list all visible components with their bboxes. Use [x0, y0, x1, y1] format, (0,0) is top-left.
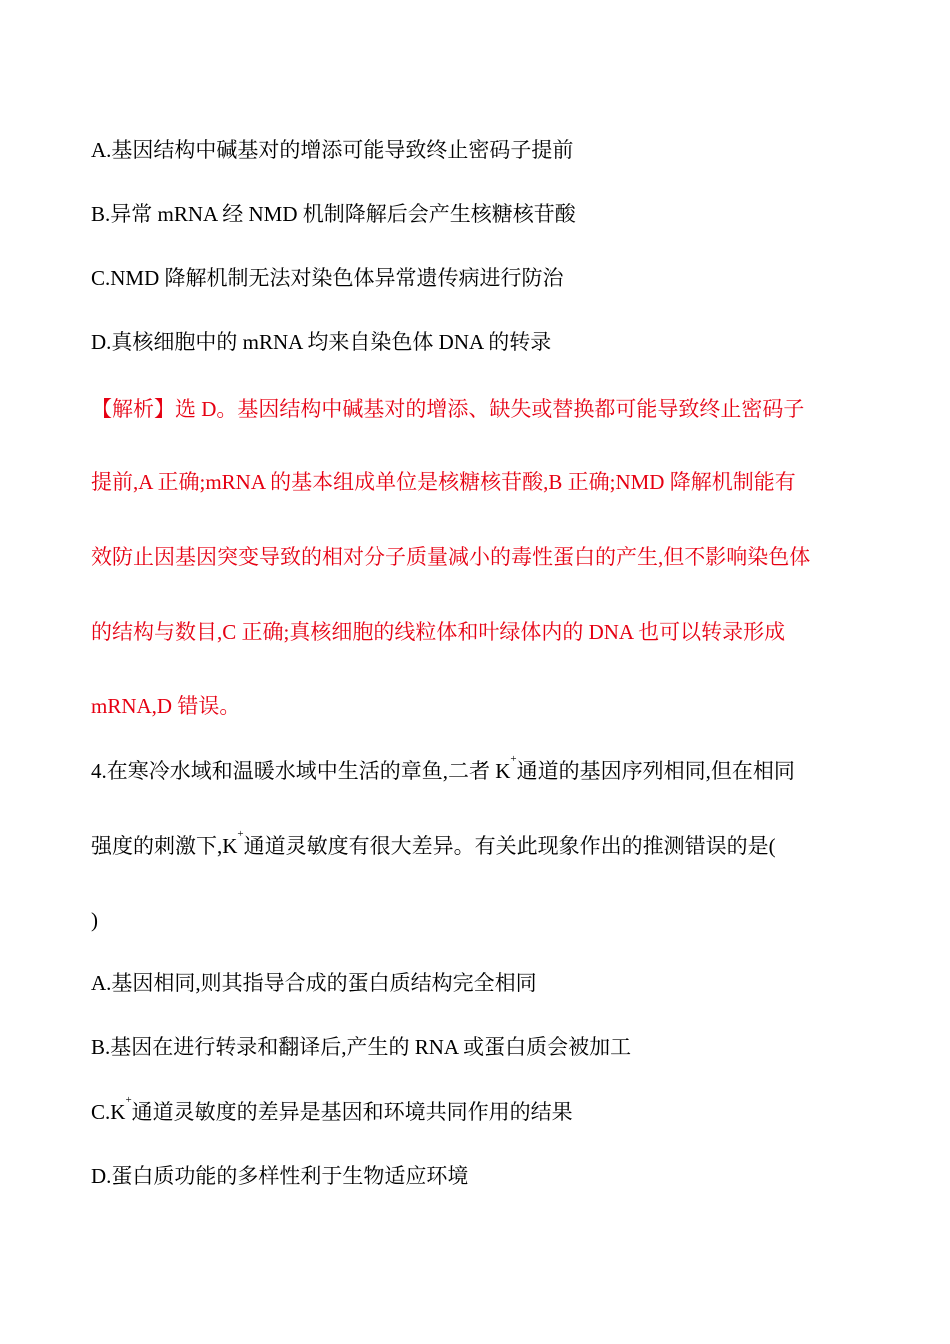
q3-option-c: C.NMD 降解机制无法对染色体异常遗传病进行防治 — [91, 266, 564, 290]
q4-stem-text-2b: 通道灵敏度有很大差异。有关此现象作出的推测错误的是( — [243, 834, 776, 858]
q4-stem-line-2 — [91, 828, 871, 861]
q4-option-b: B.基因在进行转录和翻译后,产生的 RNA 或蛋白质会被加工 — [91, 1035, 632, 1059]
superscript-plus: + — [237, 828, 244, 840]
q3-analysis-line-5: mRNA,D 错误。 — [91, 694, 241, 718]
q3-option-a: A.基因结构中碱基对的增添可能导致终止密码子提前 — [91, 138, 574, 162]
superscript-plus: + — [125, 1094, 132, 1106]
q4-option-c-text-b: 通道灵敏度的差异是基因和环境共同作用的结果 — [131, 1100, 573, 1124]
q4-stem-text-2a: 强度的刺激下,K — [91, 834, 238, 858]
q4-option-c — [91, 1094, 871, 1127]
superscript-plus: + — [510, 753, 517, 765]
q3-analysis-line-2: 提前,A 正确;mRNA 的基本组成单位是核糖核苷酸,B 正确;NMD 降解机制能有 — [91, 470, 796, 494]
q4-stem-line-1 — [91, 753, 871, 786]
q4-stem-text-1b: 通道的基因序列相同,但在相同 — [516, 759, 795, 783]
q4-stem-text-1a: 4.在寒冷水域和温暖水域中生活的章鱼,二者 K — [91, 759, 511, 783]
q3-analysis-line-4: 的结构与数目,C 正确;真核细胞的线粒体和叶绿体内的 DNA 也可以转录形成 — [91, 620, 786, 644]
q4-option-c-text-a: C.K — [91, 1100, 126, 1124]
q3-analysis-line-3: 效防止因基因突变导致的相对分子质量减小的毒性蛋白的产生,但不影响染色体 — [91, 545, 811, 569]
q3-analysis-line-1: 【解析】选 D。基因结构中碱基对的增添、缺失或替换都可能导致终止密码子 — [91, 397, 805, 421]
q4-option-d: D.蛋白质功能的多样性利于生物适应环境 — [91, 1164, 469, 1188]
q4-stem-line-3: ) — [91, 908, 98, 932]
q3-option-b: B.异常 mRNA 经 NMD 机制降解后会产生核糖核苷酸 — [91, 202, 576, 226]
q3-option-d: D.真核细胞中的 mRNA 均来自染色体 DNA 的转录 — [91, 330, 552, 354]
q4-option-a: A.基因相同,则其指导合成的蛋白质结构完全相同 — [91, 971, 537, 995]
